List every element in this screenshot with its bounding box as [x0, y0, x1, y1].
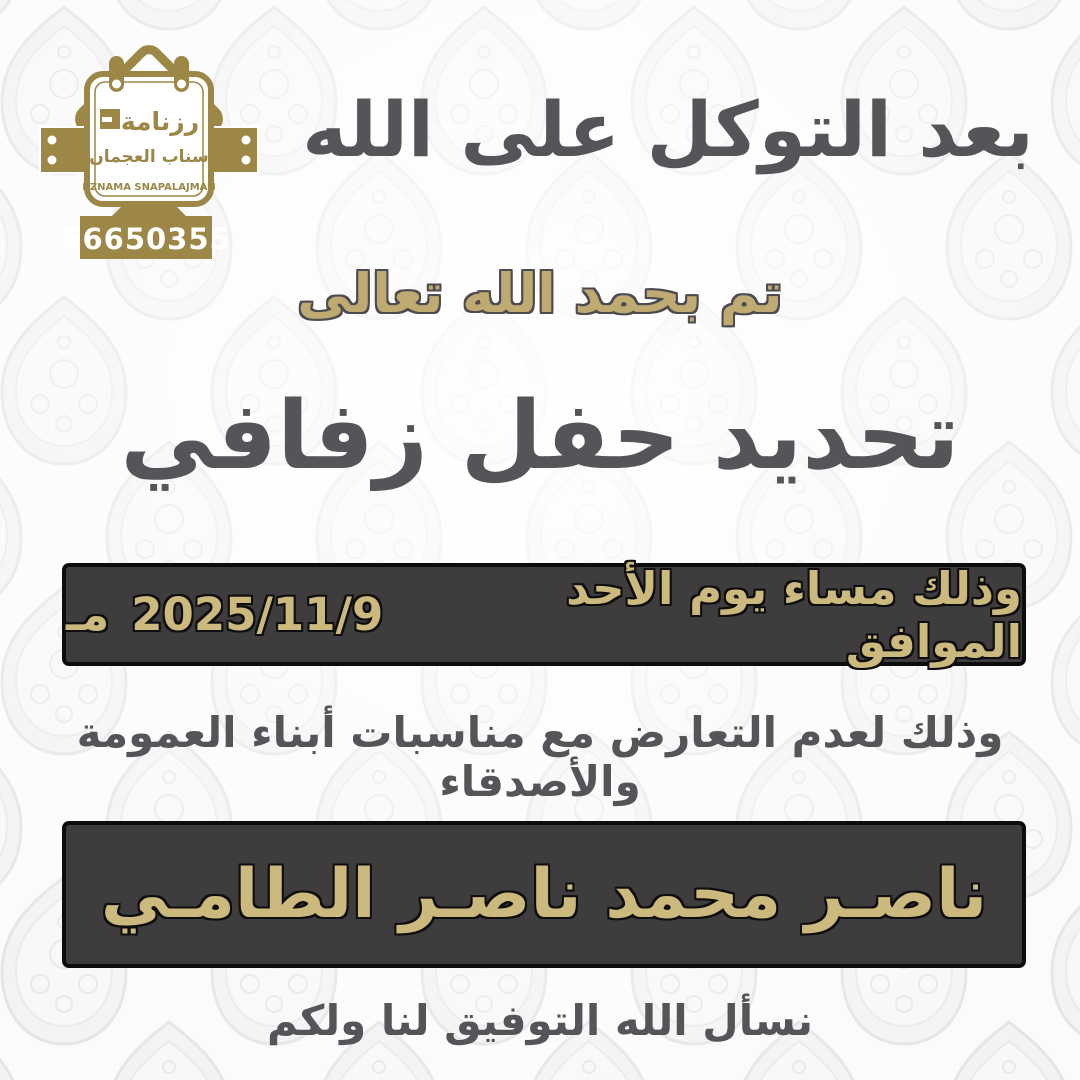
- groom-name-banner: [62, 821, 1026, 968]
- phone-badge: [61, 216, 230, 259]
- date-banner: [62, 563, 1026, 666]
- calendar-page-glyph: [100, 109, 120, 129]
- brand-name-arabic: رزنامة: [120, 107, 200, 136]
- brand-name-latin: RZNAMA SNAPALAJMAN: [82, 182, 216, 193]
- phone-number: 66650355: [61, 222, 231, 256]
- brand-logo: [34, 10, 266, 266]
- calendar-icon: [82, 56, 216, 204]
- announcement-title: تحديد حفل زفافي: [120, 382, 960, 491]
- groom-name: ناصـر محمد ناصـر الطامـي: [100, 855, 988, 934]
- praise-line: تم بحمد الله تعالى: [297, 262, 783, 325]
- date-prefix-text: وذلك مساء يوم الأحد الموافق: [566, 561, 1022, 668]
- reason-line: وذلك لعدم التعارض مع مناسبات أبناء العمومة والأصدقاء: [76, 708, 1004, 806]
- date-value: 2025/11/9: [131, 588, 384, 641]
- opening-line: بعد التوكل على الله: [302, 85, 1034, 174]
- closing-line: نسأل الله التوفيق لنا ولكم: [266, 996, 814, 1045]
- brand-subname-arabic: سناب العجمان: [89, 147, 209, 167]
- date-era-suffix: مـ: [66, 588, 110, 641]
